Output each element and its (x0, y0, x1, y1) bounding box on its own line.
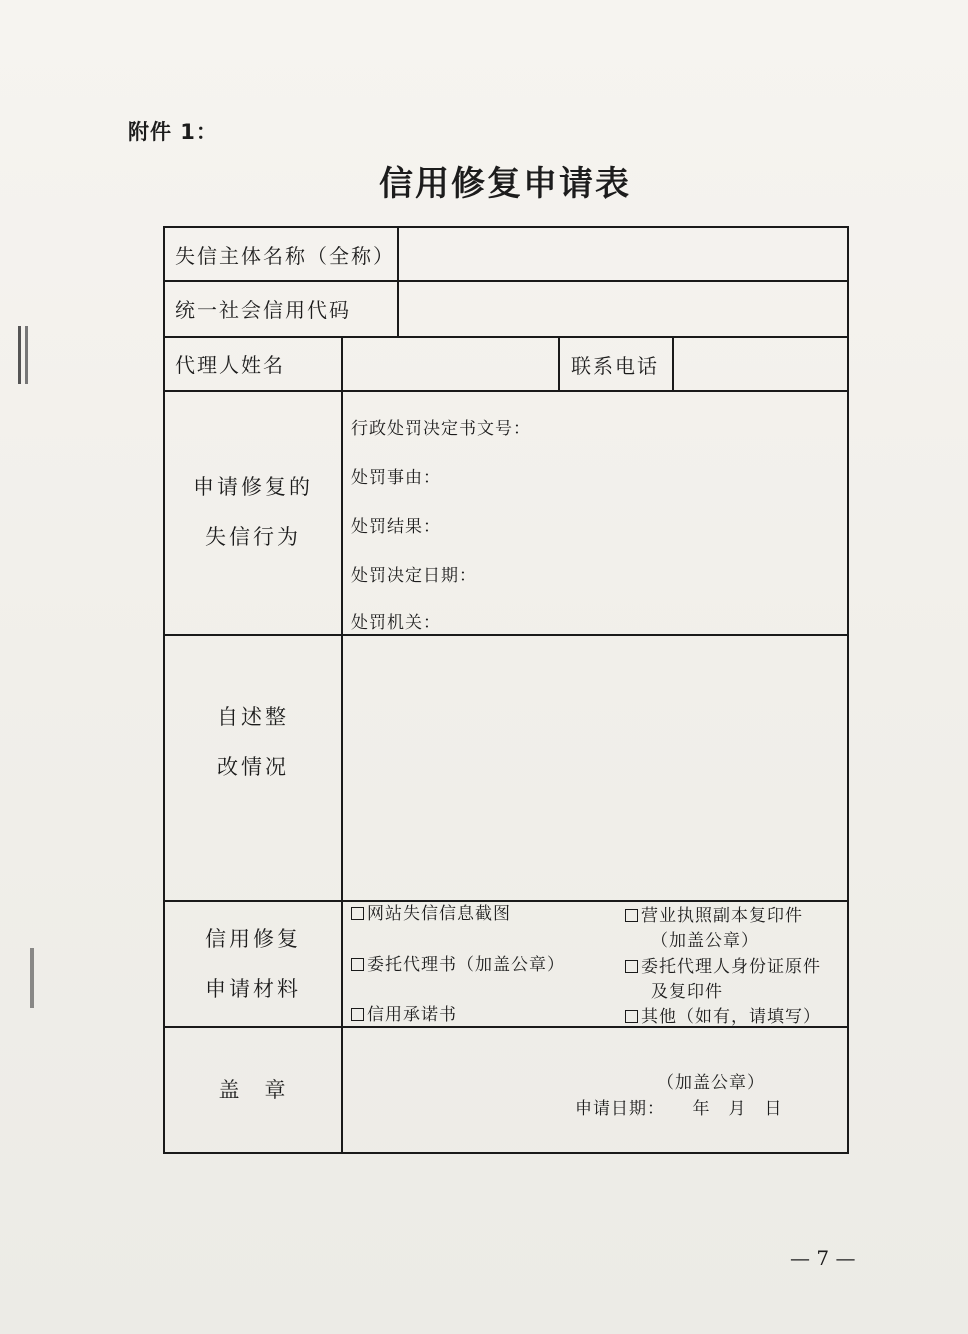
checkbox-icon (625, 960, 638, 973)
binder-clip-mark (18, 326, 28, 384)
column-divider (672, 336, 674, 390)
subject-name-field[interactable] (401, 228, 845, 280)
material-checkbox-credit-commitment[interactable]: 信用承诺书 (351, 1003, 457, 1027)
contact-phone-label: 联系电话 (571, 354, 659, 378)
rectification-field[interactable] (345, 638, 845, 900)
column-divider (341, 336, 343, 1152)
material-checkbox-agent-id[interactable]: 委托代理人身份证原件 (625, 955, 821, 979)
column-divider (397, 228, 399, 336)
checkbox-icon (351, 958, 364, 971)
credit-code-field[interactable] (401, 282, 845, 336)
subject-name-label: 失信主体名称（全称） (175, 244, 395, 268)
checkbox-icon (625, 909, 638, 922)
behavior-label-line2: 失信行为 (205, 525, 301, 549)
column-divider (558, 336, 560, 390)
materials-label (165, 914, 341, 1014)
penalty-authority-field[interactable]: 处罚机关： (351, 613, 441, 633)
penalty-decision-number-field[interactable]: 行政处罚决定书文号： (351, 419, 531, 439)
seal-label: 盖 章 (218, 1078, 288, 1102)
material-checkbox-business-license[interactable]: 营业执照副本复印件 (625, 904, 803, 928)
behavior-label-line1: 申请修复的 (193, 475, 313, 499)
materials-label-line1: 信用修复 (205, 927, 301, 951)
material-checkbox-other[interactable]: 其他（如有，请填写） (625, 1005, 821, 1029)
checkbox-icon (625, 1010, 638, 1023)
page-number: — 7 — (790, 1246, 856, 1270)
agent-name-field[interactable] (345, 338, 557, 390)
credit-code-label: 统一社会信用代码 (175, 298, 351, 322)
credit-repair-application-form (163, 226, 849, 1154)
penalty-result-field[interactable]: 处罚结果： (351, 517, 441, 537)
materials-label-line2: 申请材料 (205, 977, 301, 1001)
page-title: 信用修复申请表 (379, 164, 631, 204)
penalty-date-field[interactable]: 处罚决定日期： (351, 566, 477, 586)
behavior-label (165, 462, 341, 562)
rectification-label-line2: 改情况 (217, 755, 289, 779)
binder-clip-mark (30, 948, 34, 1008)
row-divider (165, 634, 847, 636)
material-note-agent-id: 及复印件 (651, 982, 723, 1002)
rectification-label (165, 692, 341, 792)
material-checkbox-screenshot[interactable]: 网站失信信息截图 (351, 902, 511, 926)
rectification-label-line1: 自述整 (217, 705, 289, 729)
checkbox-icon (351, 1008, 364, 1021)
attachment-label: 附件 1： (128, 120, 218, 144)
material-note-business-license: （加盖公章） (651, 931, 759, 951)
contact-phone-field[interactable] (676, 338, 846, 390)
agent-name-label: 代理人姓名 (175, 353, 285, 377)
application-date-field[interactable]: 申请日期： 年 月 日 (575, 1099, 783, 1119)
material-checkbox-power-of-attorney[interactable]: 委托代理书（加盖公章） (351, 953, 565, 977)
checkbox-icon (351, 907, 364, 920)
row-divider (165, 390, 847, 392)
penalty-reason-field[interactable]: 处罚事由： (351, 468, 441, 488)
seal-stamp-note: （加盖公章） (657, 1073, 765, 1093)
